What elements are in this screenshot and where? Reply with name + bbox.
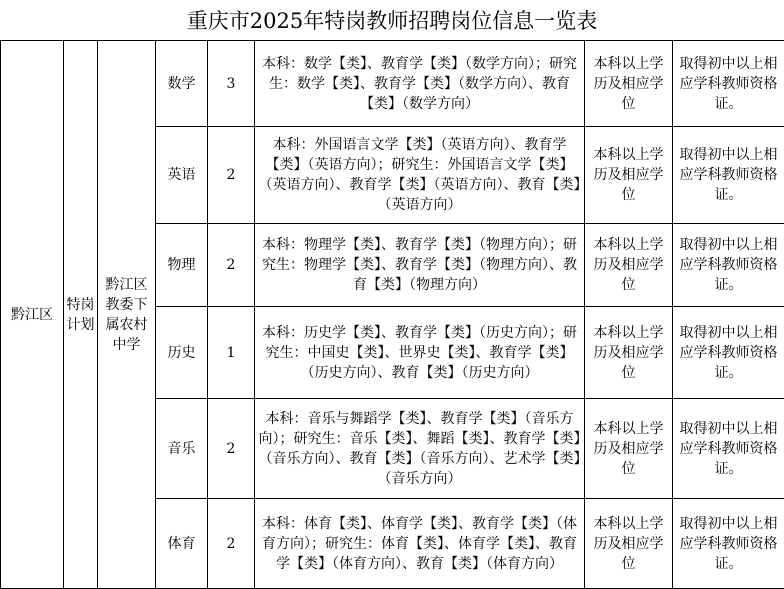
subject-cell: 体育 <box>156 499 208 589</box>
requirement-cell: 本科：外国语言文学【类】（英语方向）、教育学【类】（英语方向）；研究生：外国语言文学【类】（英语方向）、教育学【类】（英语方向）、教育【类】（英语方向） <box>255 127 585 224</box>
qualification-cell: 取得初中以上相应学科教师资格证。 <box>673 307 784 399</box>
plan-cell: 特岗 计划 <box>64 41 98 589</box>
subject-cell: 物理 <box>156 224 208 307</box>
count-cell: 2 <box>208 127 255 224</box>
requirement-cell: 本科：体育【类】、体育学【类】、教育学【类】（体育方向）；研究生：体育【类】、体育学【类】、教育学【类】（体育方向）、教育【类】（体育方向） <box>255 499 585 589</box>
education-cell: 本科以上学历及相应学位 <box>585 399 673 499</box>
qualification-cell: 取得初中以上相应学科教师资格证。 <box>673 127 784 224</box>
subject-cell: 英语 <box>156 127 208 224</box>
count-cell: 2 <box>208 224 255 307</box>
unit-cell: 黔江区 教委下 属农村 中学 <box>98 41 156 589</box>
page-title: 重庆市2025年特岗教师招聘岗位信息一览表 <box>0 0 784 40</box>
requirement-cell: 本科：物理学【类】、教育学【类】（物理方向）；研究生：物理学【类】、教育学【类】（物理方向）、教育【类】（物理方向） <box>255 224 585 307</box>
positions-table <box>0 40 784 589</box>
qualification-cell: 取得初中以上相应学科教师资格证。 <box>673 399 784 499</box>
education-cell: 本科以上学历及相应学位 <box>585 307 673 399</box>
requirement-cell: 本科：数学【类】、教育学【类】（数学方向）；研究生：数学【类】、教育学【类】（数学方向）、教育【类】（数学方向） <box>255 41 585 127</box>
requirement-cell: 本科：音乐与舞蹈学【类】、教育学【类】（音乐方向）；研究生：音乐【类】、舞蹈【类】、教育学【类】（音乐方向）、教育【类】（音乐方向）、艺术学【类】（音乐方向） <box>255 399 585 499</box>
region-cell: 黔江区 <box>1 41 64 589</box>
qualification-cell: 取得初中以上相应学科教师资格证。 <box>673 41 784 127</box>
subject-cell: 音乐 <box>156 399 208 499</box>
requirement-cell: 本科：历史学【类】、教育学【类】（历史方向）；研究生：中国史【类】、世界史【类】、教育学【类】（历史方向）、教育【类】（历史方向） <box>255 307 585 399</box>
subject-cell: 数学 <box>156 41 208 127</box>
education-cell: 本科以上学历及相应学位 <box>585 127 673 224</box>
count-cell: 3 <box>208 41 255 127</box>
education-cell: 本科以上学历及相应学位 <box>585 499 673 589</box>
education-cell: 本科以上学历及相应学位 <box>585 41 673 127</box>
count-cell: 2 <box>208 399 255 499</box>
count-cell: 1 <box>208 307 255 399</box>
qualification-cell: 取得初中以上相应学科教师资格证。 <box>673 224 784 307</box>
qualification-cell: 取得初中以上相应学科教师资格证。 <box>673 499 784 589</box>
table-row <box>1 41 784 127</box>
education-cell: 本科以上学历及相应学位 <box>585 224 673 307</box>
subject-cell: 历史 <box>156 307 208 399</box>
count-cell: 2 <box>208 499 255 589</box>
